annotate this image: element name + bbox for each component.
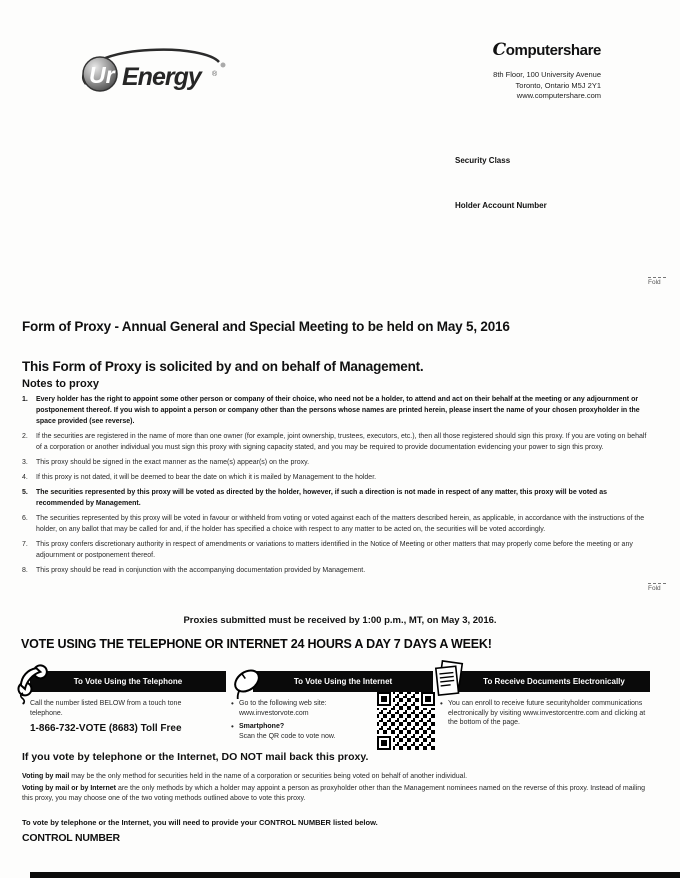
documents-icon (430, 658, 468, 705)
notes-to-proxy-list (22, 394, 650, 580)
website-label: Go to the following web site: (239, 700, 327, 707)
logo-registered-mark: ® (212, 71, 218, 78)
note-text: If this proxy is not dated, it will be deemed to bear the date on which it is mailed by Management to the holder. (36, 474, 377, 481)
enroll-bullet-text: You can enroll to receive future securityholder communications electronically by visiting www.investorcentre.com and clicking at the bottom of the page. (448, 700, 646, 726)
voting-by-mail-text: may be the only method for securities held in the name of a corporation or securities being voted on behalf of another individual. (69, 773, 468, 780)
note-item-6 (22, 513, 650, 535)
note-text: This proxy should be signed in the exact manner as the name(s) appear(s) on the proxy. (36, 459, 310, 466)
address-line-3: www.computershare.com (516, 91, 601, 100)
mouse-icon (226, 663, 268, 704)
note-item-8 (22, 565, 650, 576)
note-number: 3. (22, 459, 28, 466)
fold-label: Fold (648, 585, 661, 592)
logo-dot (221, 63, 226, 68)
bullet-icon: • (440, 699, 443, 708)
internet-section-header: To Vote Using the Internet (253, 671, 433, 692)
note-text: The securities represented by this proxy will be voted in favour or withheld from voting or voted against each of the matters described herein, as applicable, in accordance with the instructions of the holder, on any ballot that may be called for and, if the holder has specified a choice with respect to any matter to be acted on, the securities will be voted accordingly. (36, 515, 645, 533)
address-line-2: Toronto, Ontario M5J 2Y1 (515, 80, 601, 90)
voting-by-mail-paragraph (22, 772, 656, 782)
note-number: 7. (22, 541, 28, 548)
note-item-2 (22, 431, 650, 453)
computershare-block (493, 40, 601, 102)
note-item-7 (22, 539, 650, 561)
page-bottom-scan-bar (30, 872, 680, 878)
note-text: Every holder has the right to appoint some other person or company of their choice, who need not be a holder, to attend and act on their behalf at the meeting or any adjournment or postponement thereof. If you wish to appoint a person or company other than the persons whose names are printed herein, please insert the name of your chosen proxyholder in the space provided (see reverse). (36, 396, 640, 425)
fold-label: Fold (648, 279, 661, 286)
address-line-1: 8th Floor, 100 University Avenue (493, 70, 601, 79)
page-title: Form of Proxy - Annual General and Special Meeting to be held on May 5, 2016 (22, 319, 510, 334)
note-number: 6. (22, 515, 28, 522)
computershare-logo: Computershare (492, 40, 601, 60)
note-text: The securities represented by this proxy will be voted as directed by the holder, however, if such a direction is not made in respect of any matter, this proxy will be voted as recommended by Management. (36, 489, 608, 507)
note-number: 4. (22, 474, 28, 481)
note-item-4 (22, 472, 650, 483)
voting-by-mail-or-internet-label: Voting by mail or by Internet (22, 785, 116, 792)
bullet-icon: • (231, 722, 234, 731)
fold-dash-icon (648, 583, 666, 584)
note-text: This proxy should be read in conjunction with the accompanying documentation provided by Management. (36, 567, 366, 574)
do-not-mail-notice: If you vote by telephone or the Internet, DO NOT mail back this proxy. (22, 751, 369, 763)
fold-dash-icon (648, 277, 666, 278)
notes-heading: Notes to proxy (22, 378, 100, 390)
electronic-instructions (440, 699, 652, 732)
note-number: 2. (22, 433, 28, 440)
qr-instruction: Scan the QR code to vote now. (239, 732, 336, 740)
toll-free-number: 1-866-732-VOTE (8683) Toll Free (30, 723, 182, 734)
voting-by-mail-or-internet-paragraph (22, 784, 656, 804)
smartphone-label: Smartphone? (239, 723, 285, 730)
fold-marker-top (648, 277, 670, 286)
smartphone-bullet-text (239, 722, 336, 741)
voting-by-mail-label: Voting by mail (22, 773, 70, 780)
smartphone-bullet (231, 722, 373, 741)
logo-name-text: Energy (122, 63, 201, 91)
note-number: 8. (22, 567, 28, 574)
voting-by-mail-or-internet-text: are the only methods by which a holder may appoint a person as proxyholder other than the Management nominees named on the reverse of this proxy. Instead of mailing this proxy, you may choose one of the two voting methods outlined above to vote this proxy. (22, 785, 646, 802)
bullet-icon: • (22, 699, 25, 708)
note-item-1 (22, 394, 650, 427)
vote-banner: VOTE USING THE TELEPHONE OR INTERNET 24 HOURS A DAY 7 DAYS A WEEK! (21, 637, 492, 651)
control-number-heading: CONTROL NUMBER (22, 832, 120, 844)
enroll-bullet (440, 699, 652, 728)
ur-energy-logo (72, 44, 232, 96)
telephone-icon (13, 660, 53, 709)
internet-instructions (231, 699, 373, 745)
logo-sphere-text: Ur (89, 62, 115, 88)
holder-account-number-label: Holder Account Number (455, 201, 547, 210)
note-text: This proxy confers discretionary authority in respect of amendments or variations to matters identified in the Notice of Meeting or other matters that may properly come before the meeting or any adjournment or postponement thereof. (36, 541, 633, 559)
note-item-5 (22, 487, 650, 509)
note-number: 1. (22, 396, 28, 403)
note-item-3 (22, 457, 650, 468)
fold-marker-middle (648, 583, 670, 592)
submission-deadline: Proxies submitted must be received by 1:00 p.m., MT, on May 3, 2016. (183, 615, 497, 626)
bullet-icon: • (231, 699, 234, 708)
telephone-bullet-text: Call the number listed BELOW from a touch tone telephone. (30, 700, 182, 717)
electronic-section-header: To Receive Documents Electronically (458, 671, 650, 692)
security-class-label: Security Class (455, 156, 511, 165)
qr-code (377, 692, 435, 750)
computershare-address (493, 70, 601, 102)
control-number-note: To vote by telephone or the Internet, you will need to provide your CONTROL NUMBER listed below. (22, 818, 378, 827)
note-number: 5. (22, 489, 28, 496)
investorvote-url: www.investorvote.com (239, 709, 309, 717)
solicitation-title: This Form of Proxy is solicited by and on behalf of Management. (22, 359, 424, 374)
note-text: If the securities are registered in the name of more than one owner (for example, joint ownership, trustees, executors, etc.), then all those registered should sign this proxy. If you are voting on behalf of a corporation or another individual you must sign this proxy with signing capacity stated, and you may be required to provide documentation evidencing your power to sign this proxy. (36, 433, 647, 451)
telephone-section-header: To Vote Using the Telephone (30, 671, 226, 692)
